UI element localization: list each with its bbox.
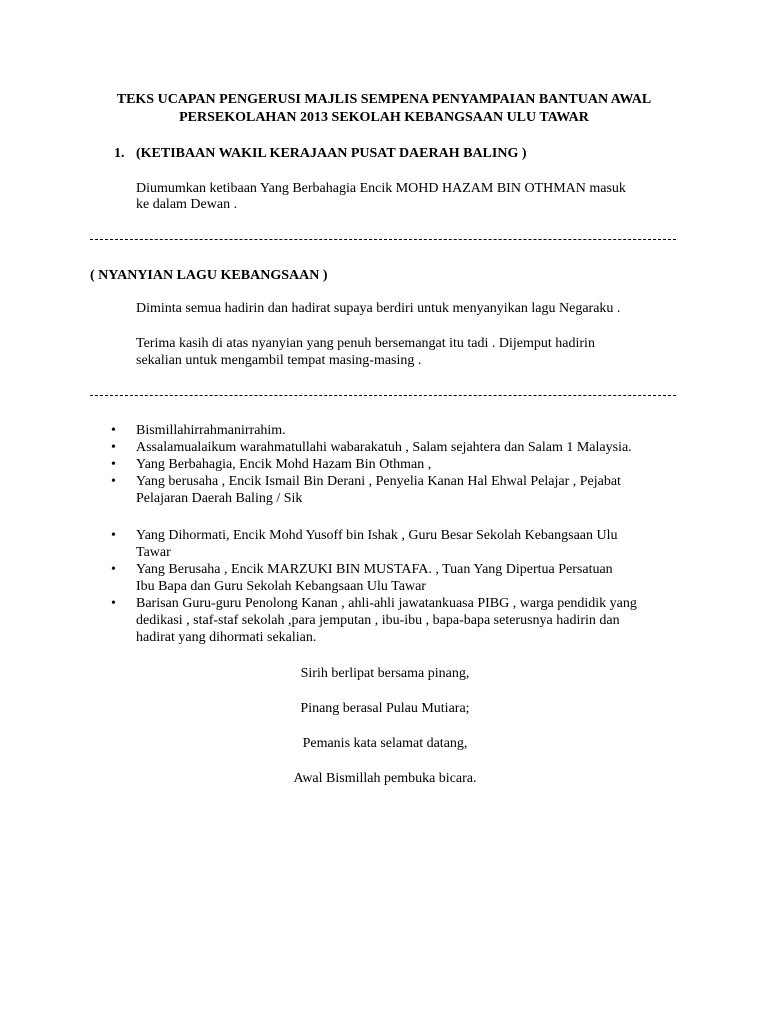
bullet-icon: • xyxy=(111,440,116,455)
pantun-verse xyxy=(230,665,540,805)
title-line-2: PERSEKOLAHAN 2013 SEKOLAH KEBANGSAAN ULU TAWAR xyxy=(179,110,589,125)
document-title xyxy=(60,91,708,127)
greetings-list-b xyxy=(100,527,680,646)
list-item-line: Pelajaran Daerah Baling / Sik xyxy=(136,491,303,506)
list-item xyxy=(100,456,680,473)
pantun-line: Sirih berlipat bersama pinang, xyxy=(300,666,470,681)
section-2-heading: ( NYANYIAN LAGU KEBANGSAAN ) xyxy=(90,268,328,283)
dashed-divider-1 xyxy=(90,239,676,240)
list-item xyxy=(100,422,680,439)
bullet-icon: • xyxy=(111,562,116,577)
list-item-line: dedikasi , staf-staf sekolah ,para jemputan , ibu-ibu , bapa-bapa seterusnya hadirin dan xyxy=(136,613,620,628)
bullet-icon: • xyxy=(111,528,116,543)
list-item xyxy=(100,595,680,646)
list-item-line: Tawar xyxy=(136,545,171,560)
pantun-line: Pinang berasal Pulau Mutiara; xyxy=(300,701,470,716)
list-item-line: Ibu Bapa dan Guru Sekolah Kebangsaan Ulu Tawar xyxy=(136,579,426,594)
list-item-line: Barisan Guru-guru Penolong Kanan , ahli-ahli jawatankuasa PIBG , warga pendidik yang xyxy=(136,596,637,611)
list-item xyxy=(100,527,680,561)
list-item xyxy=(100,473,680,507)
list-item-line: Yang Berusaha , Encik MARZUKI BIN MUSTAFA. , Tuan Yang Dipertua Persatuan xyxy=(136,562,613,577)
greetings-list-a xyxy=(100,422,680,507)
list-item-line: Assalamualaikum warahmatullahi wabarakatuh , Salam sejahtera dan Salam 1 Malaysia. xyxy=(136,440,632,455)
title-line-1: TEKS UCAPAN PENGERUSI MAJLIS SEMPENA PENYAMPAIAN BANTUAN AWAL xyxy=(116,92,652,107)
list-item xyxy=(100,439,680,456)
bullet-icon: • xyxy=(111,423,116,438)
list-item-line: Yang berusaha , Encik Ismail Bin Derani , Penyelia Kanan Hal Ehwal Pelajar , Pejabat xyxy=(136,474,621,489)
list-item xyxy=(100,561,680,595)
bullet-icon: • xyxy=(111,474,116,489)
dashed-divider-2 xyxy=(90,395,676,396)
bullet-icon: • xyxy=(111,457,116,472)
list-item-line: Yang Berbahagia, Encik Mohd Hazam Bin Othman , xyxy=(136,457,432,472)
list-item-line: Yang Dihormati, Encik Mohd Yusoff bin Ishak , Guru Besar Sekolah Kebangsaan Ulu xyxy=(136,528,618,543)
list-item-line: Bismillahirrahmanirrahim. xyxy=(136,423,286,438)
pantun-line: Pemanis kata selamat datang, xyxy=(302,736,468,751)
pantun-line: Awal Bismillah pembuka bicara. xyxy=(293,771,477,786)
section-2-paragraph-2-line-2: sekalian untuk mengambil tempat masing-masing . xyxy=(136,353,422,368)
section-2-paragraph-2-line-1: Terima kasih di atas nyanyian yang penuh bersemangat itu tadi . Dijemput hadirin xyxy=(136,336,595,351)
section-1-number: 1. xyxy=(114,146,125,161)
section-1-paragraph-line-2: ke dalam Dewan . xyxy=(136,197,238,212)
section-1-heading: (KETIBAAN WAKIL KERAJAAN PUSAT DAERAH BALING ) xyxy=(136,146,527,161)
section-2-paragraph-1: Diminta semua hadirin dan hadirat supaya berdiri untuk menyanyikan lagu Negaraku . xyxy=(136,301,621,316)
section-1-paragraph-line-1: Diumumkan ketibaan Yang Berbahagia Encik MOHD HAZAM BIN OTHMAN masuk xyxy=(136,181,626,196)
bullet-icon: • xyxy=(111,596,116,611)
list-item-line: hadirat yang dihormati sekalian. xyxy=(136,630,317,645)
